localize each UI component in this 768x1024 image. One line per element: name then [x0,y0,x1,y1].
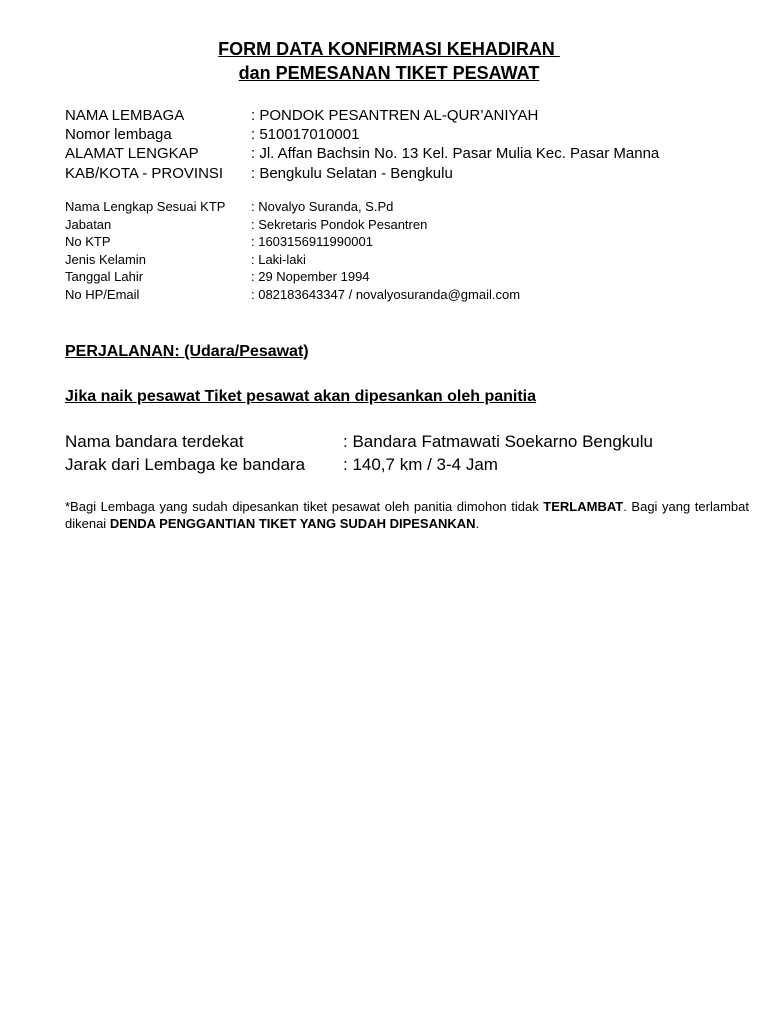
field-value: : Sekretaris Pondok Pesantren [251,217,428,232]
field-value: : Bandara Fatmawati Soekarno Bengkulu [343,432,653,451]
field-label: NAMA LEMBAGA [65,107,185,124]
field-label: Nomor lembaga [65,126,172,143]
note-text-1: *Bagi Lembaga yang sudah dipesankan tiket pesawat oleh panitia dimohon tidak [65,499,544,514]
field-value: : 082183643347 / novalyosuranda@gmail.com [251,287,521,302]
field-label: Tanggal Lahir [65,269,144,284]
note-bold-late: TERLAMBAT [543,499,624,514]
note-text-2: . Bagi yang terlambat dikenai [65,499,749,531]
field-label: No KTP [65,234,111,249]
field-label: No HP/Email [65,287,140,302]
field-value: : 140,7 km / 3-4 Jam [343,455,498,474]
field-value: : Laki-laki [251,252,306,267]
late-penalty-note [65,498,749,532]
ticket-heading: Jika naik pesawat Tiket pesawat akan dipesankan oleh panitia [65,388,537,405]
field-label: Nama bandara terdekat [65,432,244,451]
field-label: KAB/KOTA - PROVINSI [65,165,224,182]
field-value: : Novalyo Suranda, S.Pd [251,199,394,214]
field-value: : PONDOK PESANTREN AL-QUR’ANIYAH [251,107,539,124]
field-value: : Bengkulu Selatan - Bengkulu [251,165,453,182]
field-label: Jarak dari Lembaga ke bandara [65,455,306,474]
field-value: : Jl. Affan Bachsin No. 13 Kel. Pasar Mulia Kec. Pasar Manna [251,145,660,162]
field-value: : 1603156911990001 [251,234,373,249]
field-label: ALAMAT LENGKAP [65,145,199,162]
field-value: : 510017010001 [251,126,360,143]
form-title-line-1: FORM DATA KONFIRMASI KEHADIRAN [218,39,560,59]
form-title-line-2: dan PEMESANAN TIKET PESAWAT [238,63,540,83]
field-label: Jabatan [65,217,112,232]
note-text-3: . [475,516,480,531]
field-value: : 29 Nopember 1994 [251,269,370,284]
travel-heading: PERJALANAN: (Udara/Pesawat) [65,343,309,360]
note-bold-penalty: DENDA PENGGANTIAN TIKET YANG SUDAH DIPESANKAN [109,516,476,531]
field-label: Nama Lengkap Sesuai KTP [65,199,226,214]
field-label: Jenis Kelamin [65,252,146,267]
